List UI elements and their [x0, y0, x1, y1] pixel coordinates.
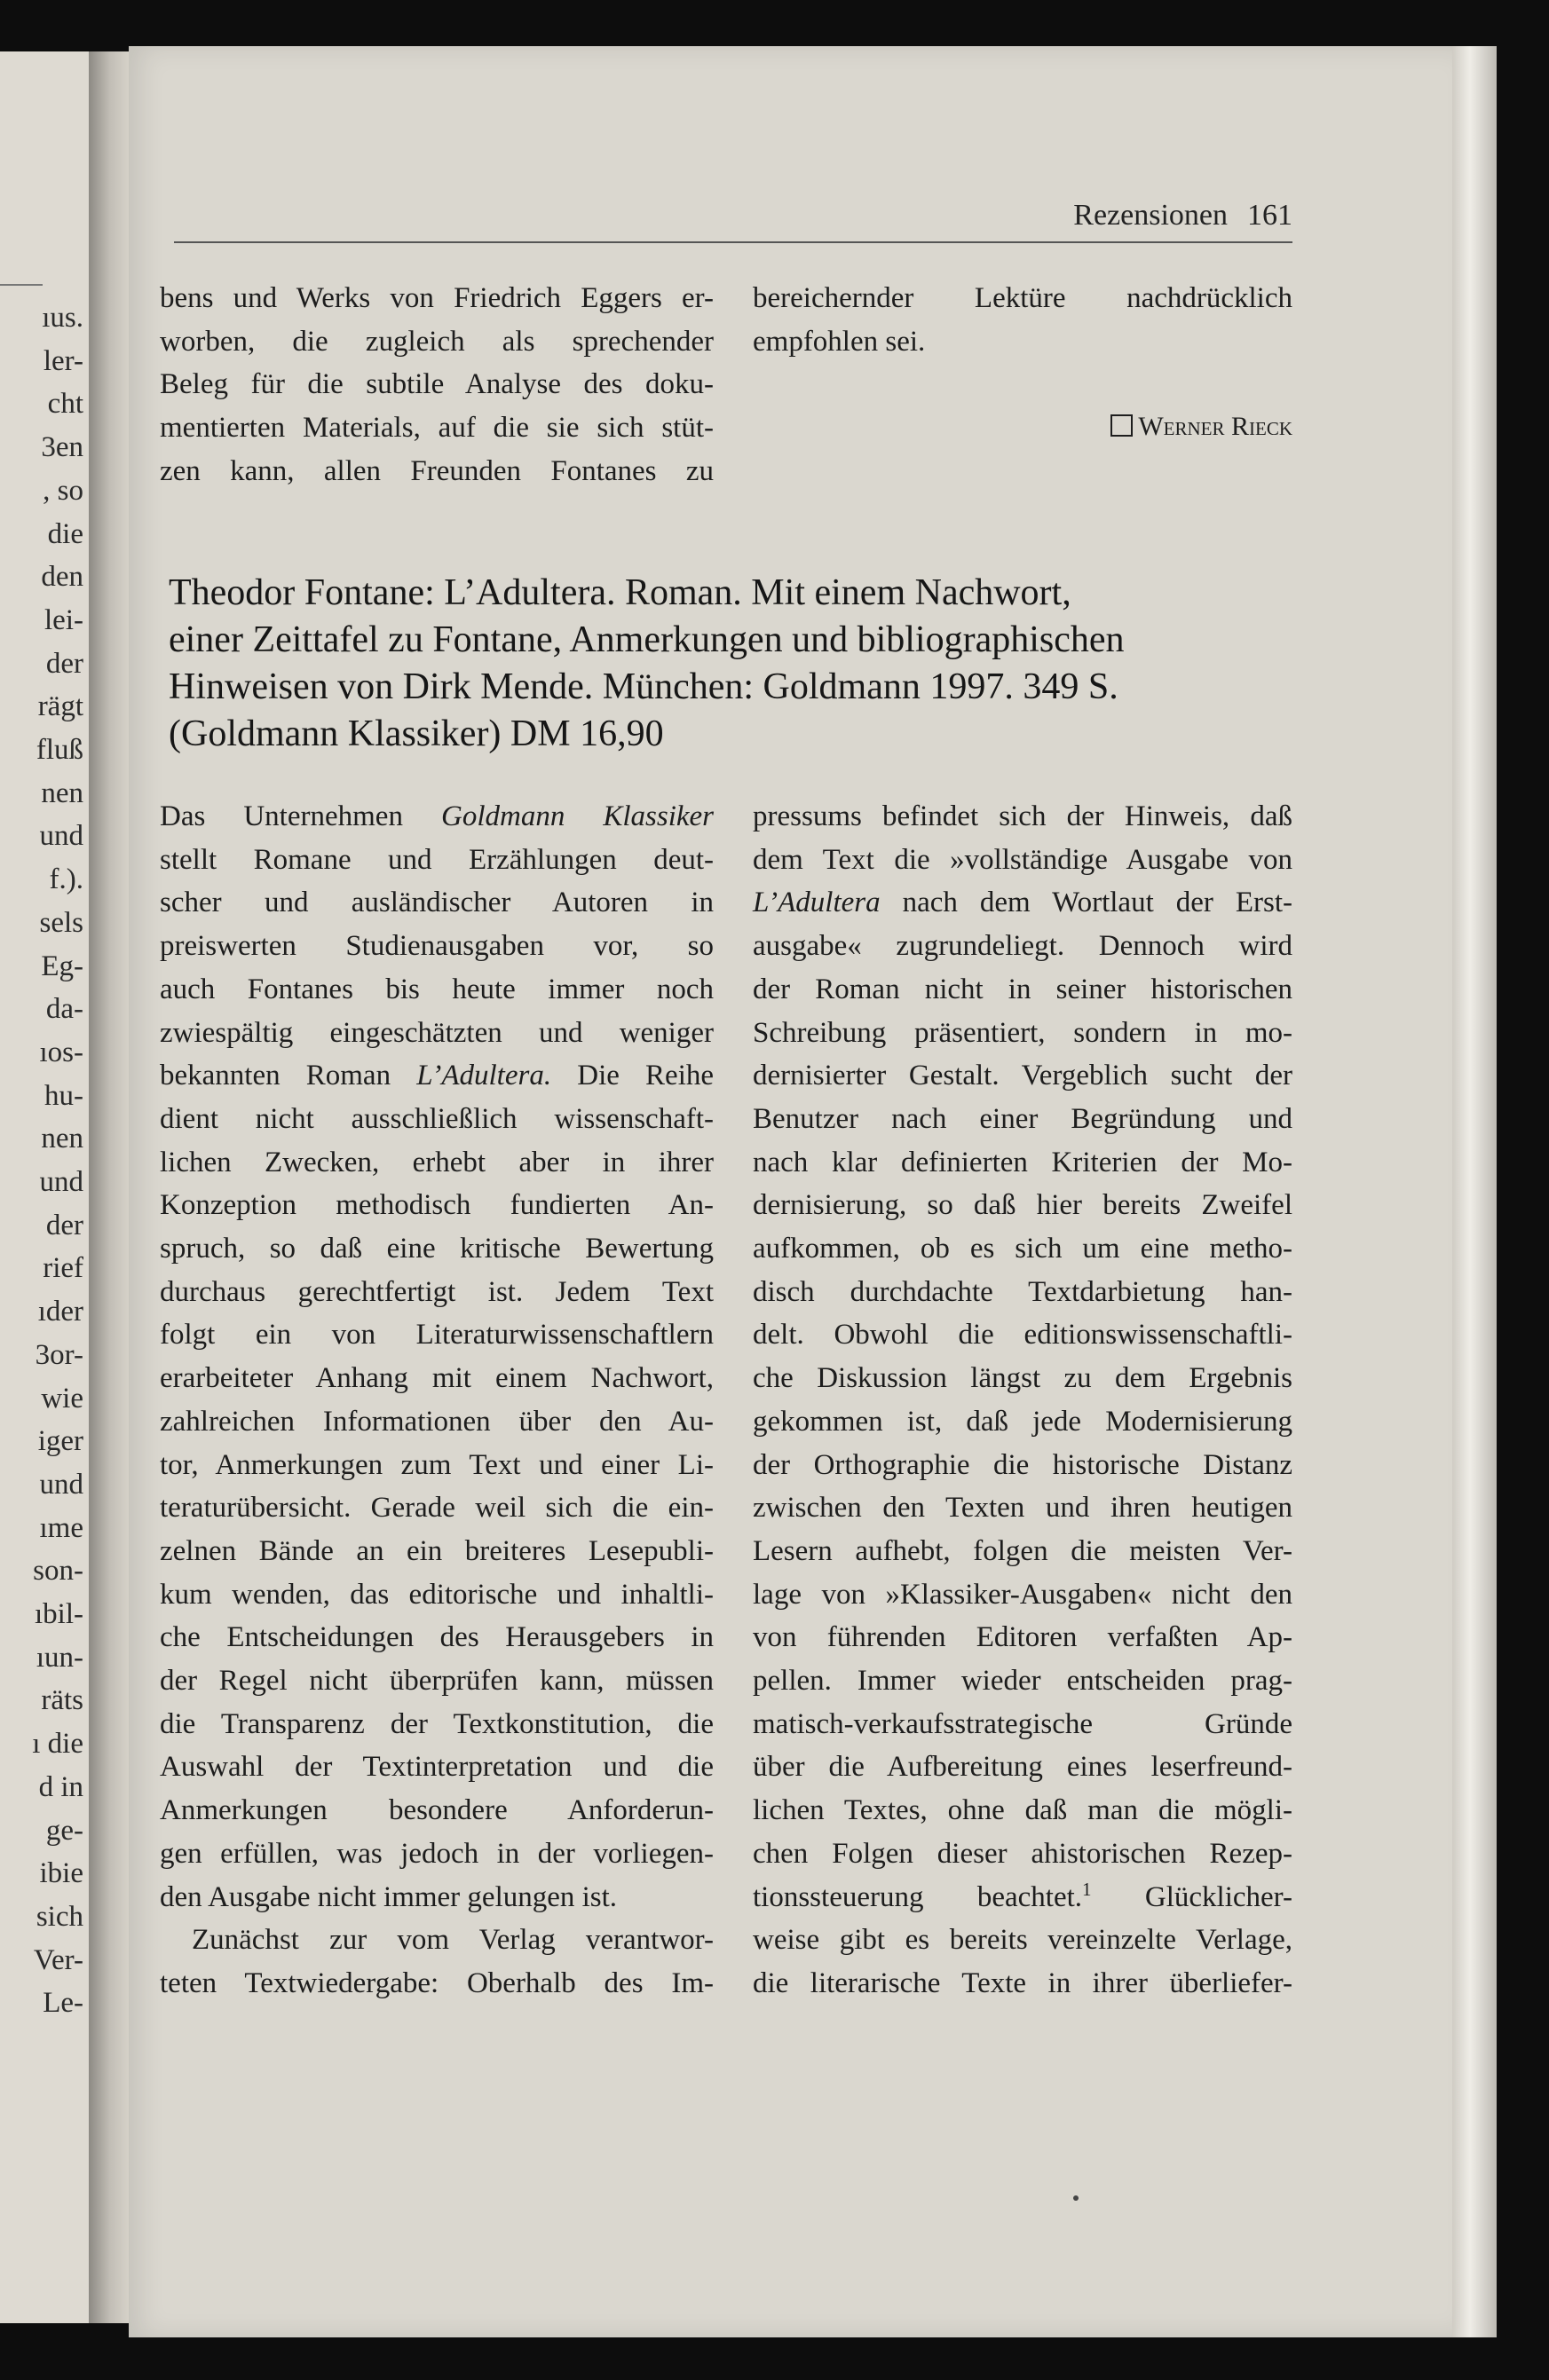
text-line: der Orthographie die historische Distanz	[753, 1448, 1292, 1481]
title-line: (Goldmann Klassiker) DM 16,90	[169, 713, 664, 754]
text-line: preiswerten Studienausgaben vor, so	[160, 930, 714, 963]
facing-page-fragment: und	[39, 820, 83, 853]
reviewer-name: Werner Rieck	[1138, 412, 1292, 441]
text-line: zahlreichen Informationen über den Au-	[160, 1405, 714, 1438]
section-title: Rezensionen	[1073, 199, 1228, 232]
review-right-column	[753, 795, 1292, 2006]
text-line: folgt ein von Literaturwissenschaftlern	[160, 1319, 714, 1352]
text-line	[753, 1876, 1292, 1919]
text-line: den Ausgabe nicht immer gelungen ist.	[160, 1880, 618, 1913]
text-line: weise gibt es bereits vereinzelte Verlage,	[753, 1924, 1292, 1957]
text-line: teten Textwiedergabe: Oberhalb des Im-	[160, 1966, 714, 1999]
previous-review-right-column	[753, 277, 1292, 363]
text-run: nach dem Wortlaut der Erst-	[880, 887, 1292, 919]
page-edge	[1452, 46, 1497, 2337]
square-bullet-icon	[1110, 414, 1133, 437]
facing-page-rule	[0, 284, 43, 286]
text-run: bekannten Roman	[160, 1060, 417, 1092]
text-line: der Roman nicht in seiner historischen	[753, 973, 1292, 1005]
text-line: dernisierter Gestalt. Vergeblich sucht der	[753, 1060, 1292, 1092]
text-run: Glücklicher-	[1091, 1880, 1292, 1913]
text-line: bereichernder Lektüre nachdrücklich	[753, 282, 1292, 314]
facing-page-fragment: Le-	[43, 1987, 83, 2020]
facing-page-edge	[0, 51, 96, 2323]
text-line: pressums befindet sich der Hinweis, daß	[753, 800, 1292, 832]
facing-page-fragment: den	[41, 561, 83, 594]
facing-page-fragment: hu-	[44, 1079, 83, 1112]
title-line: Theodor Fontane: L’Adultera. Roman. Mit einem Nachwort,	[169, 572, 1071, 613]
text-line: tor, Anmerkungen zum Text und einer Li-	[160, 1448, 714, 1481]
text-line: zwischen den Texten und ihren heutigen	[753, 1492, 1292, 1525]
facing-page-fragment: ıbil-	[35, 1598, 83, 1630]
facing-page-fragment: ıus.	[42, 302, 83, 334]
text-line: von führenden Editoren verfaßten Ap-	[753, 1621, 1292, 1654]
text-line: dient nicht ausschließlich wissenschaft-	[160, 1102, 714, 1135]
facing-page-fragment: da-	[45, 993, 83, 1026]
text-run: Das Unternehmen	[160, 800, 441, 832]
text-line: lichen Zwecken, erhebt aber in ihrer	[160, 1146, 714, 1178]
text-line: che Entscheidungen des Herausgebers in	[160, 1621, 714, 1654]
text-line: empfohlen sei.	[753, 325, 926, 358]
text-line: der Regel nicht überprüfen kann, müssen	[160, 1665, 714, 1698]
facing-page-fragment: ge-	[45, 1814, 83, 1847]
text-run: tionssteuerung beachtet.	[753, 1880, 1083, 1913]
text-line: kum wenden, das editorische und inhaltli-	[160, 1578, 714, 1611]
text-run: Die Reihe	[551, 1060, 715, 1092]
text-line: die literarische Texte in ihrer überliefer-	[753, 1966, 1292, 1999]
text-line: aufkommen, ob es sich um eine metho-	[753, 1233, 1292, 1265]
text-line: teraturübersicht. Gerade weil sich die ein-	[160, 1492, 714, 1525]
text-line: matisch-verkaufsstrategische Gründe	[753, 1707, 1292, 1740]
facing-page-fragment: ıun-	[36, 1641, 83, 1674]
facing-page-fragment: ı die	[32, 1728, 83, 1761]
series-title: Goldmann Klassiker	[440, 800, 715, 832]
text-line	[160, 1054, 714, 1098]
text-line: spruch, so daß eine kritische Bewertung	[160, 1233, 714, 1265]
facing-page-fragment: der	[45, 1209, 83, 1241]
running-header	[174, 195, 1292, 243]
review-left-column	[160, 795, 714, 2006]
review-title	[169, 570, 1305, 758]
text-line: Schreibung präsentiert, sondern in mo-	[753, 1016, 1292, 1049]
facing-page-fragment: ıme	[39, 1511, 83, 1544]
text-line: nach klar definierten Kriterien der Mo-	[753, 1146, 1292, 1178]
text-line: erarbeiteter Anhang mit einem Nachwort,	[160, 1362, 714, 1395]
facing-page-fragment: wie	[41, 1382, 83, 1415]
facing-page-fragment: 3en	[41, 431, 83, 464]
facing-page-fragment: die	[47, 517, 83, 550]
facing-page-fragment: 3or-	[35, 1338, 83, 1371]
facing-page-fragment: Eg-	[41, 950, 83, 982]
facing-page-fragment: nen	[41, 1123, 83, 1155]
text-line: Beleg für die subtile Analyse des doku-	[160, 368, 714, 401]
paper-speck	[1073, 2195, 1079, 2201]
facing-page-fragment: rief	[43, 1252, 83, 1285]
facing-page-fragment: iger	[37, 1425, 83, 1458]
text-line: gen erfüllen, was jedoch in der vorliegen-	[160, 1837, 714, 1870]
text-line: auch Fontanes bis heute immer noch	[160, 973, 714, 1005]
facing-page-fragment: d in	[38, 1770, 83, 1803]
text-line: zelnen Bände an ein breiteres Lesepubli-	[160, 1534, 714, 1567]
reviewer-signature	[1049, 412, 1292, 442]
facing-page-fragment: ibie	[39, 1857, 83, 1890]
facing-page-fragment: son-	[33, 1555, 83, 1588]
text-line: Konzeption methodisch fundierten An-	[160, 1189, 714, 1222]
text-line: dem Text die »vollständige Ausgabe von	[753, 843, 1292, 876]
text-line: lichen Textes, ohne daß man die mögli-	[753, 1794, 1292, 1827]
text-line: chen Folgen dieser ahistorischen Rezep-	[753, 1837, 1292, 1870]
book-gutter	[89, 51, 131, 2323]
text-line: Lesern aufhebt, folgen die meisten Ver-	[753, 1534, 1292, 1567]
facing-page-fragment: fluß	[36, 734, 83, 766]
title-line: Hinweisen von Dirk Mende. München: Goldmann 1997. 349 S.	[169, 666, 1118, 707]
facing-page-fragment: sels	[39, 906, 83, 939]
text-line: lage von »Klassiker-Ausgaben« nicht den	[753, 1578, 1292, 1611]
text-line: zen kann, allen Freunden Fontanes zu	[160, 454, 714, 487]
title-line: einer Zeittafel zu Fontane, Anmerkungen und bibliographischen	[169, 619, 1125, 660]
facing-page-fragment: der	[45, 647, 83, 680]
text-line: Auswahl der Textinterpretation und die	[160, 1751, 714, 1784]
facing-page-fragment: rägt	[37, 690, 83, 723]
text-line: worben, die zugleich als sprechender	[160, 325, 714, 358]
text-line: ausgabe« zugrundeliegt. Dennoch wird	[753, 930, 1292, 963]
facing-page-fragment: räts	[41, 1684, 83, 1717]
text-line: dernisierung, so daß hier bereits Zweifel	[753, 1189, 1292, 1222]
facing-page-fragment: ler-	[43, 344, 83, 377]
text-line: Anmerkungen besondere Anforderun-	[160, 1794, 714, 1827]
text-line: stellt Romane und Erzählungen deut-	[160, 843, 714, 876]
text-line: die Transparenz der Textkonstitution, die	[160, 1707, 714, 1740]
facing-page-fragment: lei-	[44, 603, 83, 636]
text-line: Zunächst zur vom Verlag verantwor-	[192, 1924, 714, 1957]
text-line: gekommen ist, daß jede Modernisierung	[753, 1405, 1292, 1438]
facing-page-fragment: sich	[36, 1900, 83, 1933]
book-title: L’Adultera.	[416, 1060, 552, 1092]
text-line: che Diskussion längst zu dem Ergebnis	[753, 1362, 1292, 1395]
text-line: delt. Obwohl die editionswissenschaftli-	[753, 1319, 1292, 1352]
previous-review-left-column	[160, 277, 714, 493]
facing-page-fragment: und	[39, 1166, 83, 1198]
page-number: 161	[1247, 199, 1292, 232]
facing-page-fragment: Ver-	[33, 1943, 83, 1976]
facing-page-fragment: nen	[41, 776, 83, 809]
text-line: Benutzer nach einer Begründung und	[753, 1102, 1292, 1135]
text-line: durchaus gerechtfertigt ist. Jedem Text	[160, 1275, 714, 1308]
facing-page-fragment: ıos-	[39, 1036, 83, 1068]
text-line: disch durchdachte Textdarbietung han-	[753, 1275, 1292, 1308]
facing-page-fragment: , so	[43, 474, 83, 507]
text-line	[160, 795, 714, 839]
text-line: pellen. Immer wieder entscheiden prag-	[753, 1665, 1292, 1698]
text-line: scher und ausländischer Autoren in	[160, 887, 714, 919]
text-line	[753, 881, 1292, 925]
text-line: zwiespältig eingeschätzten und weniger	[160, 1016, 714, 1049]
facing-page-fragment: f.).	[49, 863, 83, 896]
facing-page-fragment: ıder	[37, 1296, 83, 1328]
text-line: bens und Werks von Friedrich Eggers er-	[160, 282, 714, 314]
facing-page-fragment: cht	[47, 388, 83, 421]
book-title: L’Adultera	[753, 887, 881, 919]
text-line: über die Aufbereitung eines leserfreund-	[753, 1751, 1292, 1784]
facing-page-fragment: und	[39, 1468, 83, 1501]
running-head	[1073, 199, 1292, 232]
footnote-marker: 1	[1082, 1878, 1092, 1900]
text-line: mentierten Materials, auf die sie sich stüt-	[160, 412, 714, 445]
